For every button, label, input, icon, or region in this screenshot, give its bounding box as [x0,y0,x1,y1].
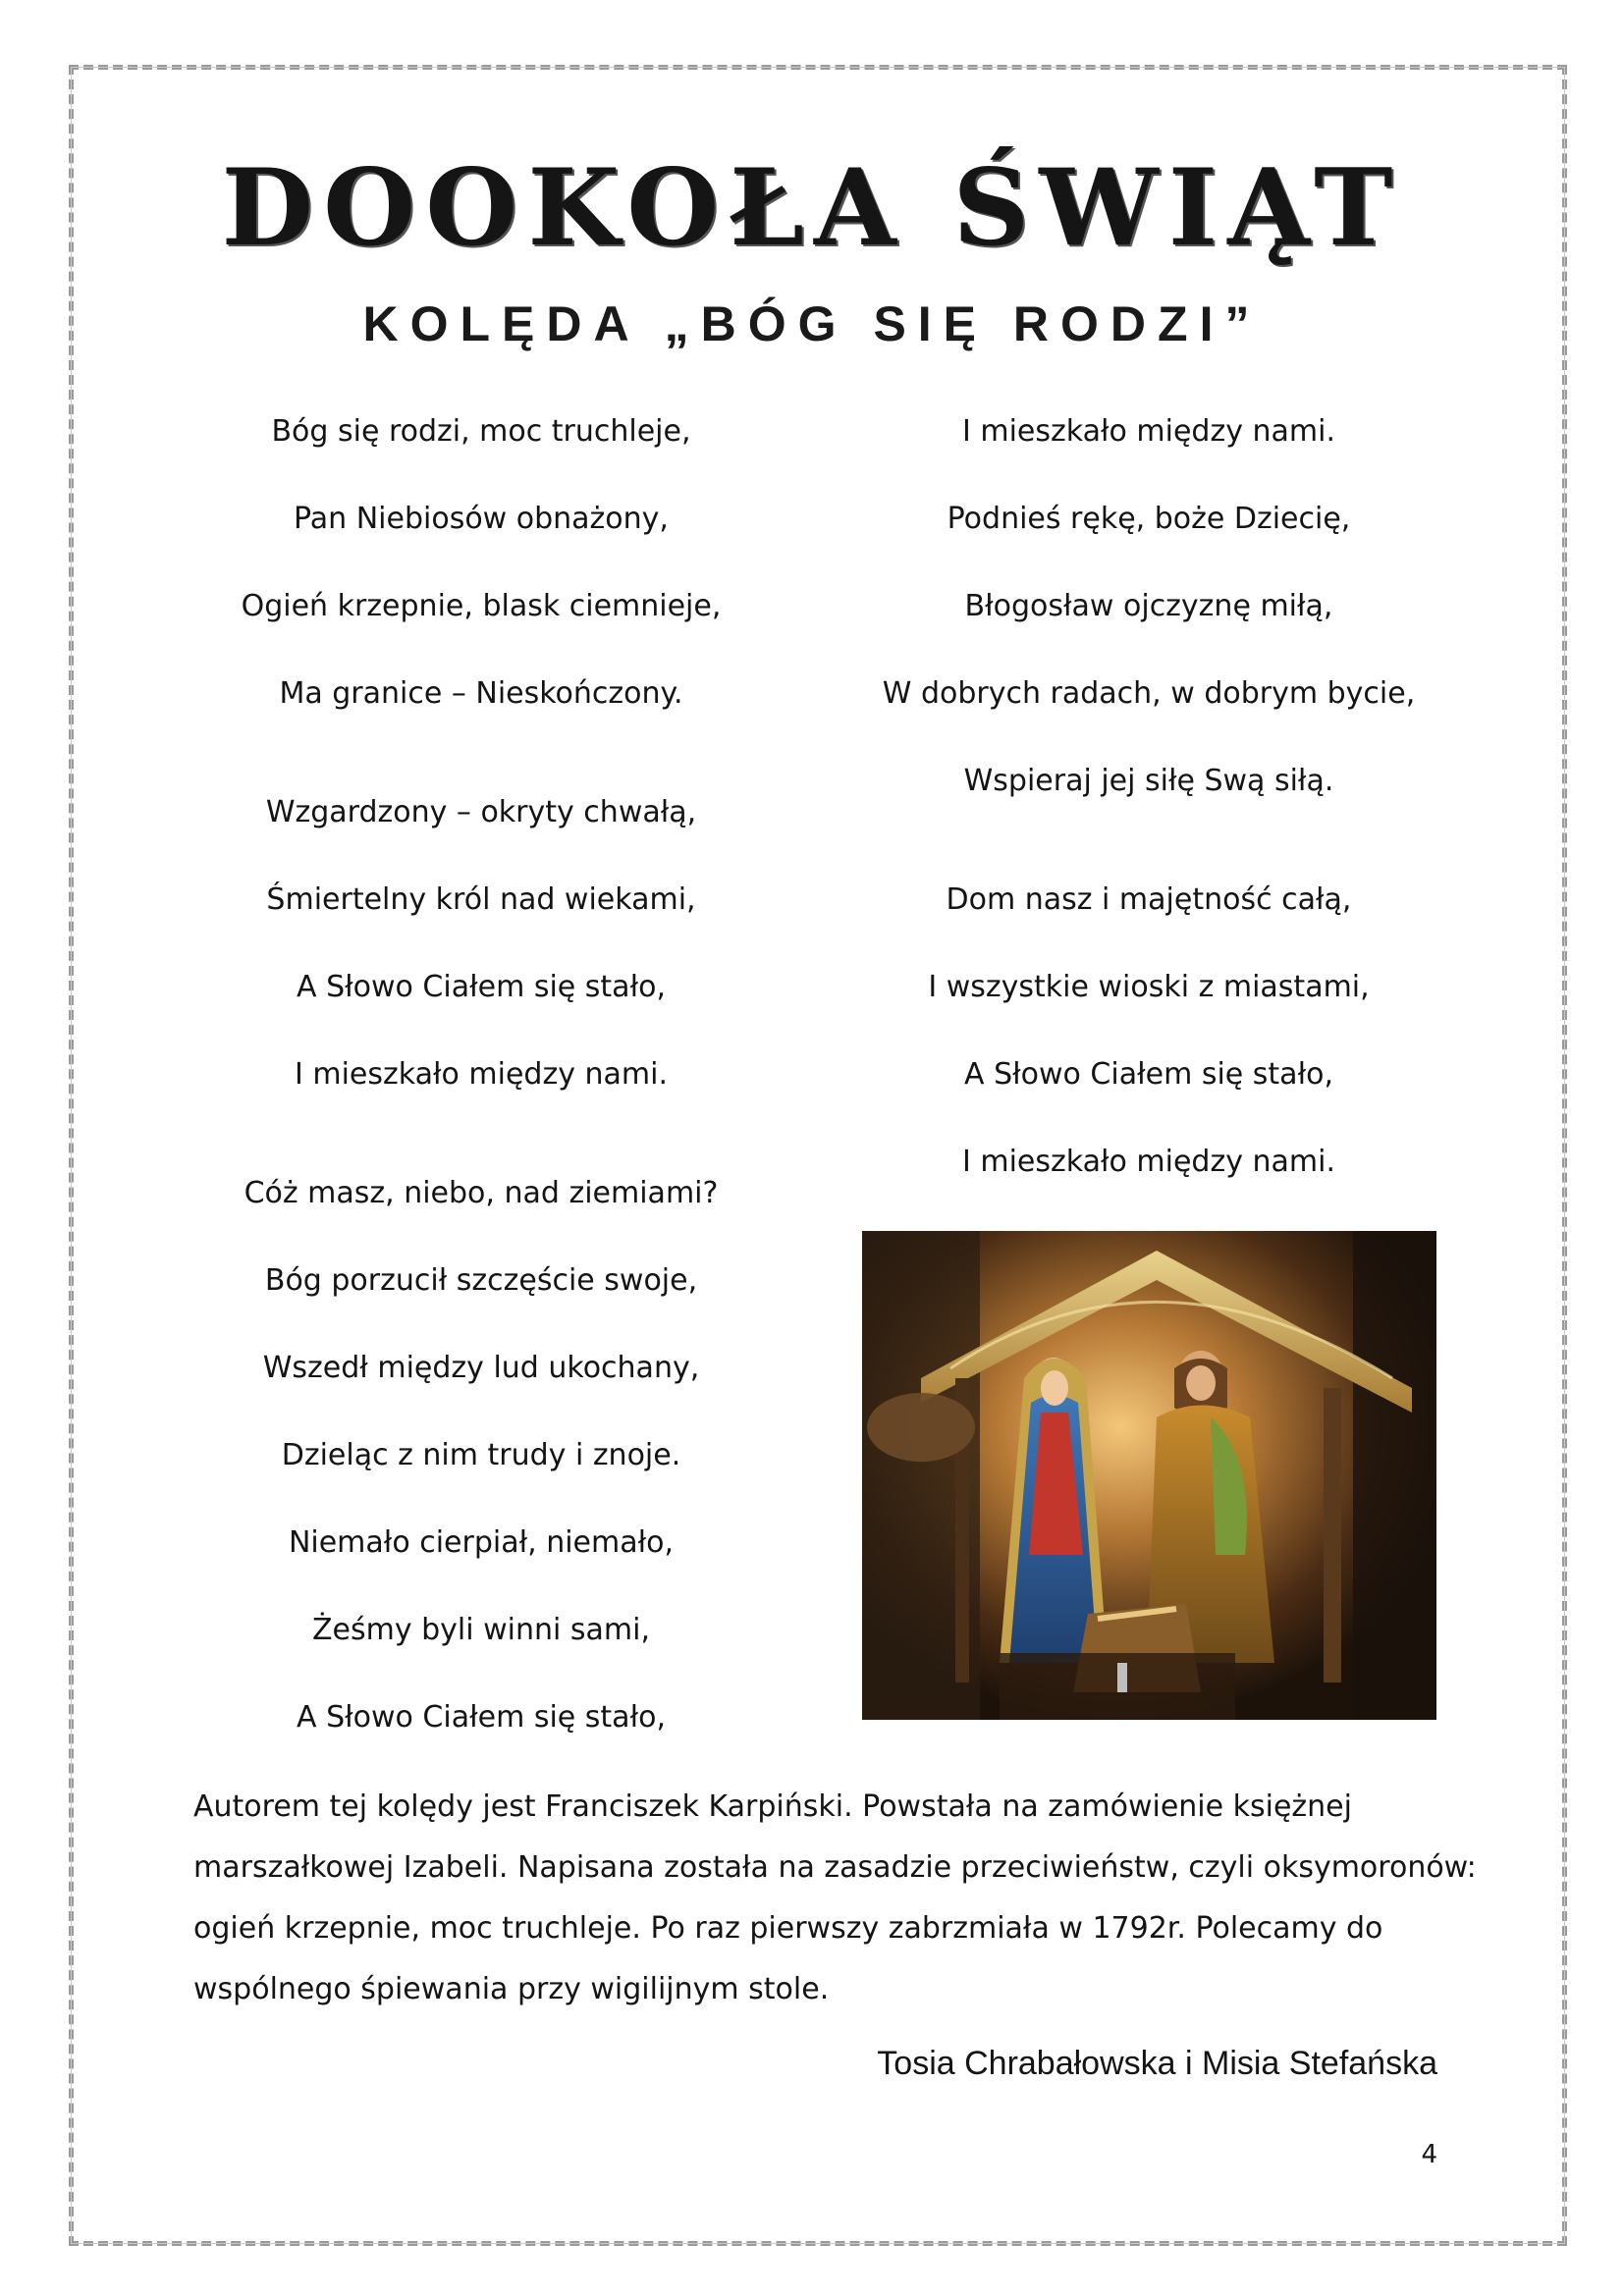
verse-line: Bóg się rodzi, moc truchleje, [271,414,691,449]
verse-line: Podnieś rękę, boże Dziecię, [947,502,1351,536]
verse-line: I mieszkało między nami. [961,1145,1335,1179]
verse-line: Bóg porzucił szczęście swoje, [264,1263,698,1298]
description-line: Autorem tej kolędy jest Franciszek Karpiński. Powstała na zamówienie księżnej [193,1789,1352,1824]
verse-line: Dzieląc z nim trudy i znoje. [281,1438,681,1472]
verse-line: I mieszkało między nami. [294,1057,668,1092]
verse-line: Błogosław ojczyznę miłą, [964,589,1333,623]
verse-line: Ogień krzepnie, blask ciemnieje, [241,589,722,623]
page-number: 4 [1421,2140,1437,2169]
nativity-scene-photo [862,1231,1436,1720]
verse-line: Wspieraj jej siłę Swą siłą. [963,764,1334,798]
verse-line: Żeśmy byli winni sami, [311,1613,651,1647]
verse-line: I wszystkie wioski z miastami, [928,970,1370,1004]
carol-description [193,1777,1477,2020]
page-subtitle: KOLĘDA „BÓG SIĘ RODZI” [362,296,1262,351]
page-title: DOOKOŁA ŚWIĄT [221,146,1403,270]
verse-line: Śmiertelny król nad wiekami, [266,882,696,917]
description-line: marszałkowej Izabeli. Napisana została na zasadzie przeciwieństw, czyli oksymoronów: [193,1850,1477,1885]
description-line: wspólnego śpiewania przy wigilijnym stole. [193,1972,830,2006]
verse-line: Niemało cierpiał, niemało, [288,1525,675,1560]
verse-line: Wszedł między lud ukochany, [262,1351,700,1385]
authors: Tosia Chrabałowska i Misia Stefańska [877,2045,1437,2082]
verse-line: Dom nasz i majętność całą, [946,882,1352,917]
verse-line: I mieszkało między nami. [961,414,1335,449]
verse-line: W dobrych radach, w dobrym bycie, [882,676,1416,711]
verse-line: A Słowo Ciałem się stało, [297,970,666,1004]
verse-line: Cóż masz, niebo, nad ziemiami? [244,1176,719,1210]
verse-line: A Słowo Ciałem się stało, [964,1057,1333,1092]
description-line: ogień krzepnie, moc truchleje. Po raz pierwszy zabrzmiała w 1792r. Polecamy do [193,1911,1383,1946]
verse-line: Wzgardzony – okryty chwałą, [265,795,697,829]
verse-line: A Słowo Ciałem się stało, [297,1700,666,1735]
verse-line: Ma granice – Nieskończony. [279,676,683,711]
verse-line: Pan Niebiosów obnażony, [294,502,669,536]
